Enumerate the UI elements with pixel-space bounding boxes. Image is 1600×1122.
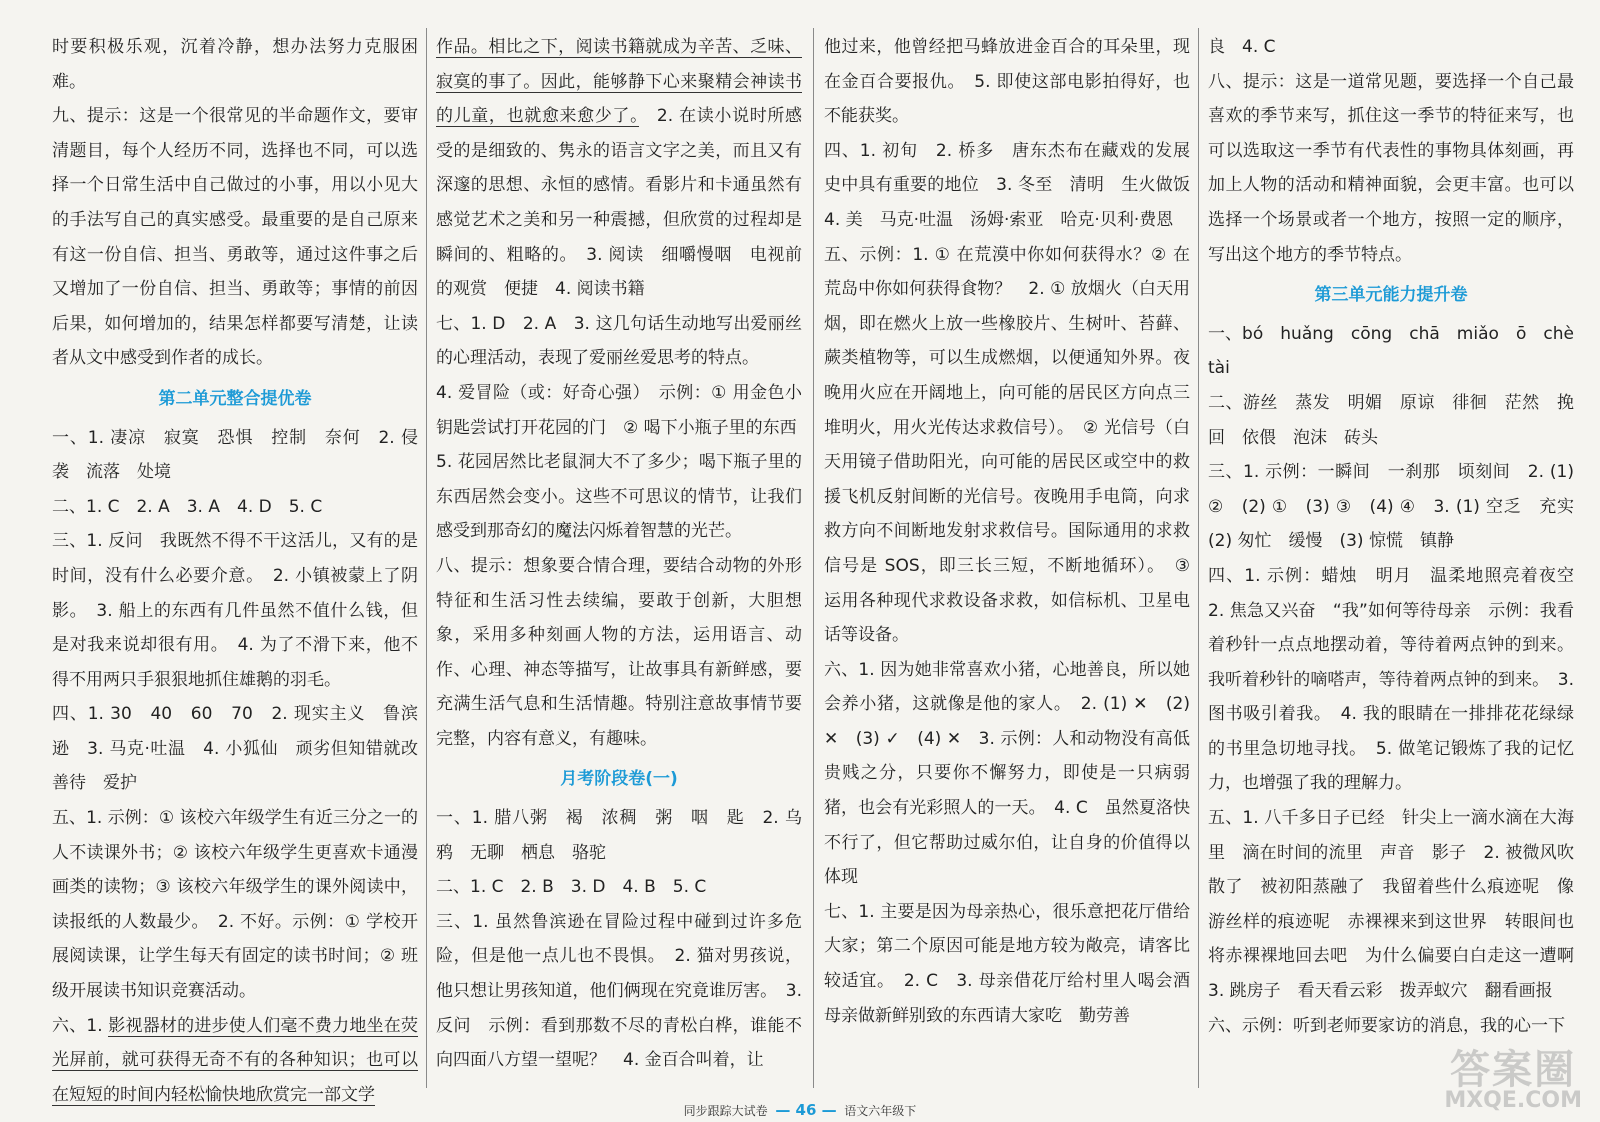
watermark-text: 答案圈 [1450, 1047, 1577, 1093]
answer-text: 2. 在读小说时所感受的是细致的、隽永的语言文字之美，而且又有深邃的思想、永恒的感情。看影片和卡通虽然有感觉艺术之美和另一种震撼，但欣赏的过程却是瞬间的、粗略的。 3. 阅读 细嚼慢咽 电视前的观赏 便捷 4. 阅读书籍 [436, 106, 803, 300]
answer-paragraph [436, 30, 802, 307]
answer-paragraph: 一、bó huǎng cōng chā miǎo ō chè tài [1208, 323, 1591, 379]
answer-paragraph: 三、1. 反问 我既然不得不干这活儿，又有的是时间，没有什么必要介意。 2. 小镇被蒙上了阴影。 3. 船上的东西有几件虽然不值什么钱，但是对我来说却很有用。 4. 为了不滑下来，他不得不用两只手狠狠地抓住雄鹅的羽毛。 [52, 531, 418, 690]
underlined-answer: 作品。相比之下，阅读书籍就成为辛苦、乏味、寂寞的事了。因此，能够静下心来聚精会神读书的儿童，也就愈来愈少了。 [436, 37, 802, 127]
answer-paragraph: 九、提示：这是一个很常见的半命题作文，要审清题目，每个人经历不同，选择也不同，可以选择一个日常生活中自己做过的小事，用以小见大的手法写自己的真实感受。最重要的是自己原来有这一份自信、担当、勇敢等，通过这件事之后又增加了一份自信、担当、勇敢等；事情的前因后果，如何增加的，结果怎样都要写清楚，让读者从文中感受到作者的成长。 [52, 106, 418, 369]
answer-paragraph: 五、1. 八千多日子已经 针尖上一滴水滴在大海里 滴在时间的流里 声音 影子 2. 被微风吹散了 被初阳蒸融了 我留着些什么痕迹呢 像游丝样的痕迹呢 赤裸裸来到这世界 转眼间也将赤裸裸地回去吧 为什么偏要白白走这一遭啊 3. 跳房子 看天看云彩 拨弄蚁穴 翻看画报 [1208, 808, 1591, 1002]
answer-paragraph: 六、示例：听到老师要家访的消息，我的心一下 [1208, 1015, 1565, 1036]
book-title: 同步跟踪大试卷 [683, 1104, 768, 1118]
section-heading: 第三单元能力提升卷 [1314, 285, 1468, 306]
answer-paragraph: 4. 爱冒险（或：好奇心强） 示例：① 用金色小钥匙尝试打开花园的门 ② 喝下小瓶子里的东西 [436, 382, 802, 438]
answer-paragraph: 八、提示：这是一道常见题，要选择一个自己最喜欢的季节来写，抓住这一季节的特征来写，也可以选取这一季节有代表性的事物具体刻画，再加上人物的活动和精神面貌，会更丰富。也可以选择一个场景或者一个地方，按照一定的顺序，写出这个地方的季节特点。 [1208, 71, 1574, 265]
page-number: — 46 — [775, 1101, 837, 1119]
answer-paragraph: 三、1. 虽然鲁滨逊在冒险过程中碰到过许多危险，但是他一点儿也不畏惧。 2. 猫对男孩说，他只想让男孩知道，他们俩现在究竟谁厉害。 3. 反问 示例：看到那数不尽的青松白桦，谁能不向四面八方望一望呢？ 4. 金百合叫着，让 [436, 911, 802, 1071]
answer-paragraph: 四、1. 30 40 60 70 2. 现实主义 鲁滨逊 3. 马克·吐温 4. 小狐仙 顽劣但知错就改 善待 爱护 [52, 704, 435, 794]
column-divider [813, 28, 814, 1088]
answer-paragraph: 七、1. 主要是因为母亲热心，很乐意把花厅借给大家；第二个原因可能是地方较为敞亮，请客比较适宜。 2. C 3. 母亲借花厅给村里人喝会酒 母亲做新鲜别致的东西请大家吃 勤劳善 [824, 901, 1207, 1026]
column-4 [1208, 30, 1591, 1090]
answer-paragraph: 他过来，他曾经把马蜂放进金百合的耳朵里，现在金百合要报仇。 5. 即使这部电影拍得好，也不能获奖。 [824, 37, 1190, 127]
answer-paragraph: 六、1. 因为她非常喜欢小猪，心地善良，所以她会养小猪，这就像是他的家人。 2. (1) ✕ (2) ✕ (3) ✓ (4) ✕ 3. 示例：人和动物没有高低贵贱之分，只要你不懈努力，即使是一只病弱猪，也会有光彩照人的一天。 4. C 虽然夏洛快不行了，但它帮助过威尔伯，让自身的价值得以体现 [824, 659, 1190, 888]
section-heading: 月考阶段卷(一) [560, 769, 678, 790]
answer-paragraph: 一、1. 凄凉 寂寞 恐惧 控制 奈何 2. 侵袭 流落 处境 [52, 427, 418, 483]
answer-paragraph: 四、1. 示例：蜡烛 明月 温柔地照亮着夜空 2. 焦急又兴奋 “我”如何等待母亲 示例：我看着秒针一点点地摆动着，等待着两点钟的到来。我听着秒针的嘀嗒声，等待着两点钟的到来。 3. 图书吸引着我。 4. 我的眼睛在一排排花花绿绿的书里急切地寻找。 5. 做笔记锻炼了我的记忆力，也增强了我的理解力。 [1208, 565, 1591, 794]
column-1 [52, 30, 435, 1105]
answer-paragraph: 时要积极乐观，沉着冷静，想办法努力克服困难。 [52, 37, 418, 92]
answer-paragraph: 七、1. D 2. A 3. 这几句话生动地写出爱丽丝的心理活动，表现了爱丽丝爱思考的特点。 [436, 313, 802, 369]
answer-paragraph: 五、示例：1. ① 在荒漠中你如何获得水？② 在荒岛中你如何获得食物？ 2. ① 放烟火（白天用烟，即在燃火上放一些橡胶片、生树叶、苔藓、蕨类植物等，可以生成燃烟，以便通知外界。夜晚用火应在开阔地上，向可能的居民区方向点三堆明火，用火光传达求救信号）。 ② 光信号（白天用镜子借助阳光，向可能的居民区或空中的救援飞机反射间断的光信号。夜晚用手电筒，向求救方向不间断地发射求救信号。国际通用的求救信号是 SOS，即三长三短，不断地循环）。 ③ 运用各种现代求救设备求救，如信标机、卫星电话等设备。 [824, 244, 1190, 646]
answer-paragraph: 5. 花园居然比老鼠洞大不了多少；喝下瓶子里的东西居然会变小。这些不可思议的情节，让我们感受到那奇幻的魔法闪烁着智慧的光芒。 [436, 452, 802, 542]
answer-paragraph: 二、游丝 蒸发 明媚 原谅 徘徊 茫然 挽回 依偎 泡沫 砖头 [1208, 392, 1574, 448]
answer-paragraph: 三、1. 示例：一瞬间 一刹那 顷刻间 2. (1) ② (2) ① (3) ③ (4) ④ 3. (1) 空乏 充实 (2) 匆忙 缓慢 (3) 惊慌 镇静 [1208, 462, 1591, 552]
section-heading: 第二单元整合提优卷 [158, 388, 312, 409]
answer-paragraph: 良 4. C [1208, 37, 1276, 57]
answer-paragraph: 二、1. C 2. B 3. D 4. B 5. C [436, 877, 707, 898]
answer-paragraph [52, 1009, 418, 1113]
answer-label: 六、1. [52, 1015, 109, 1036]
answer-paragraph: 四、1. 初旬 2. 桥多 唐东杰布在藏戏的发展史中具有重要的地位 3. 冬至 清明 生火做饭 4. 美 马克·吐温 汤姆·索亚 哈克·贝利·费恩 [824, 140, 1207, 230]
answer-paragraph: 一、1. 腊八粥 褐 浓稠 粥 咽 匙 2. 乌鸦 无聊 栖息 骆驼 [436, 808, 802, 863]
page-footer [0, 1101, 1600, 1122]
answer-paragraph: 五、1. 示例：① 该校六年级学生有近三分之一的人不读课外书；② 该校六年级学生更喜欢卡通漫画类的读物；③ 该校六年级学生的课外阅读中，读报纸的人数最少。 2. 不好。示例：① 学校开展阅读课，让学生每天有固定的读书时间；② 班级开展读书知识竞赛活动。 [52, 808, 418, 1002]
watermark-url: MXQE.COM [1444, 1088, 1582, 1113]
underlined-answer: 影视器材的进步使人们毫不费力地坐在荧光屏前，就可获得无奇不有的各种知识；也可以在短短的时间内轻松愉快地欣赏完一部文学 [52, 1015, 418, 1105]
answer-paragraph: 二、1. C 2. A 3. A 4. D 5. C [52, 496, 323, 517]
watermark-logo [1444, 1047, 1582, 1113]
column-2 [436, 30, 802, 1090]
answer-paragraph: 八、提示：想象要合情合理，要结合动物的外形特征和生活习性去续编，要敢于创新，大胆想象，采用多种刻画人物的方法，运用语言、动作、心理、神态等描写，让故事具有新鲜感，要充满生活气息和生活情趣。特别注意故事情节要完整，内容有意义，有趣味。 [436, 555, 802, 749]
column-3 [824, 30, 1207, 1090]
subject-grade: 语文六年级下 [844, 1104, 917, 1118]
column-divider [426, 28, 427, 1088]
